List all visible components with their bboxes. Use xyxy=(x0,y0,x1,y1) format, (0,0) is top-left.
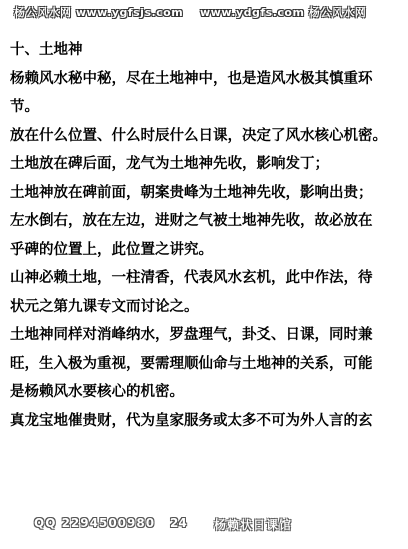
text-line: 节。 xyxy=(10,99,39,115)
footer-course: 杨赖状日课馆 xyxy=(214,518,293,532)
text-line: 山神必赖土地，一柱清香，代表风水玄机，此中作法，待 xyxy=(10,270,373,286)
watermark-footer xyxy=(0,512,408,536)
text-line: 杨赖风水秘中秘，尽在土地神中，也是造风水极其慎重环 xyxy=(10,70,373,87)
footer-qq: QQ 2294500980 xyxy=(34,516,156,530)
text-line: 状元之第九课专文而讨论之。 xyxy=(10,298,199,315)
text-line: 真龙宝地催贵财，代为皇家服务或太多不可为外人言的玄 xyxy=(10,412,373,429)
text-line: 乎碑的位置上，此位置之讲究。 xyxy=(10,241,213,258)
document-body xyxy=(10,36,402,435)
watermark-header xyxy=(0,0,408,30)
text-line: 放在什么位置、什么时辰什么日课，决定了风水核心机密。 xyxy=(10,127,387,144)
text-line: 旺，生入极为重视，要需理顺仙命与土地神的关系，可能 xyxy=(10,355,373,372)
header-site-left: 杨公风水网 www.ygfsjs.com xyxy=(14,6,184,19)
text-line: 土地神放在碑前面，朝案贵峰为土地神先收，影响出贵； xyxy=(10,184,373,201)
text-line: 土地放在碑后面，龙气为土地神先收，影响发丁； xyxy=(10,156,329,172)
text-line: 是杨赖风水要核心的机密。 xyxy=(10,384,184,400)
text-line: 左水倒右，放在左边，进财之气被土地神先收，故必放在 xyxy=(10,213,373,229)
page-number: 24 xyxy=(170,516,187,530)
section-heading: 十、土地神 xyxy=(10,42,83,58)
text-line: 土地神同样对消峰纳水，罗盘理气，卦爻、日课，同时兼 xyxy=(10,327,373,343)
header-site-right: www.ydgfs.com 杨公风水网 xyxy=(200,6,367,19)
